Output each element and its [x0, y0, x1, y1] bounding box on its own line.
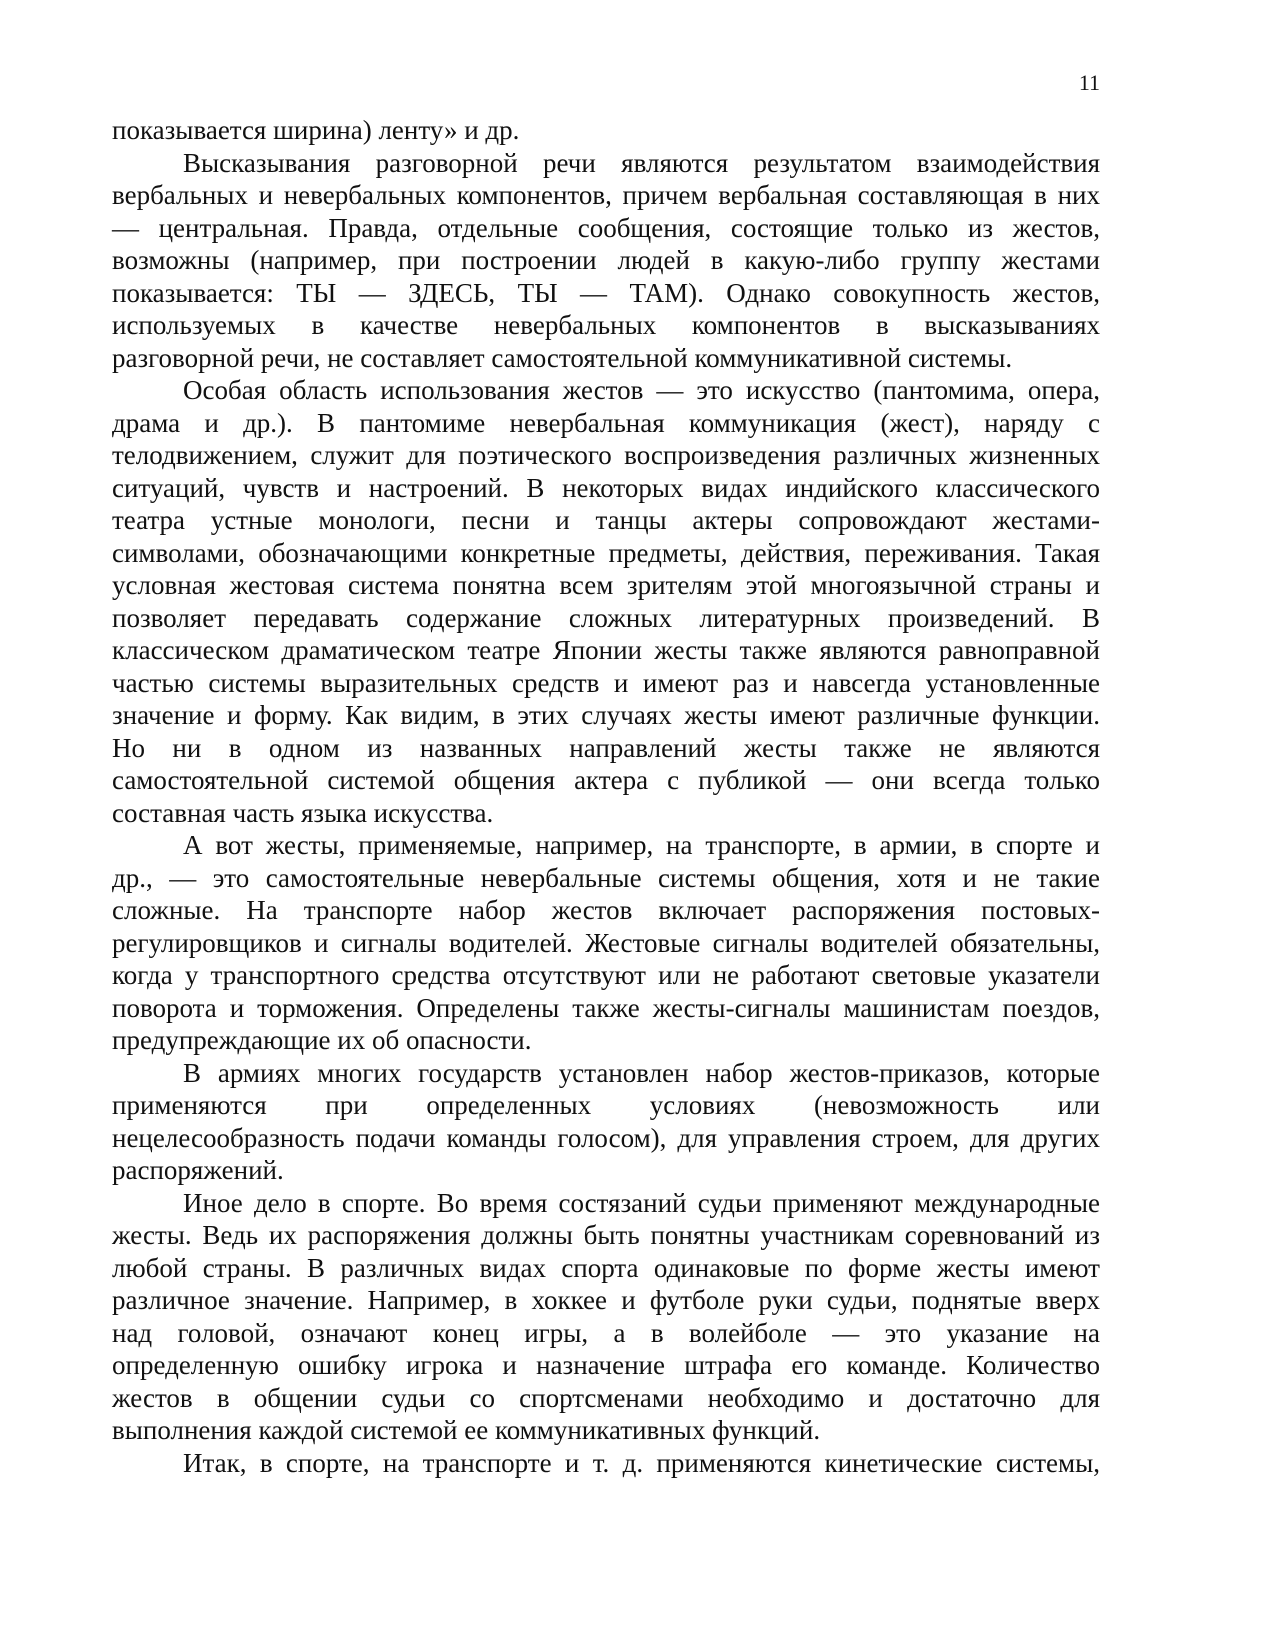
text-line: классическом драматическом театре Японии жесты также являются равноправной [112, 635, 1100, 665]
text-line: сложные. На транспорте набор жестов включает распоряжения постовых- [112, 895, 1100, 925]
text-line: Но ни в одном из названных направлений жесты также не являются [112, 732, 1100, 763]
text-line: нецелесообразность подачи команды голосом), для управления строем, для других [112, 1122, 1100, 1153]
text-line: когда у транспортного средства отсутствуют или не работают световые указатели [112, 960, 1100, 990]
text-line: условная жестовая система понятна всем зрителям этой многоязычной страны и [112, 570, 1100, 600]
text-line: используемых в качестве невербальных компонентов в высказываниях [112, 310, 1100, 340]
text-line: В армиях многих государств установлен набор жестов-приказов, которые [183, 1057, 1100, 1088]
text-line: определенную ошибку игрока и назначение штрафа его команде. Количество [112, 1350, 1100, 1380]
text-line: ситуаций, чувств и настроений. В некоторых видах индийского классического [112, 472, 1100, 503]
text-line: Особая область использования жестов — это искусство (пантомима, опера, [183, 375, 1100, 405]
text-line: частью системы выразительных средств и имеют раз и навсегда установленные [112, 667, 1100, 698]
text-line: регулировщиков и сигналы водителей. Жестовые сигналы водителей обязательны, [112, 927, 1100, 958]
paragraph [112, 1057, 1100, 1187]
text-line: показывается ширина) ленту» и др. [112, 115, 520, 145]
text-line: над головой, означают конец игры, а в волейболе — это указание на [112, 1317, 1100, 1348]
text-line: значение и форму. Как видим, в этих случаях жесты имеют различные функции. [112, 700, 1100, 730]
paragraph [112, 1187, 1100, 1447]
text-line: выполнения каждой системой ее коммуникативных функций. [112, 1415, 821, 1445]
paragraph [112, 1447, 1100, 1480]
text-line: жесты. Ведь их распоряжения должны быть понятны участникам соревнований из [112, 1220, 1100, 1250]
paragraph [112, 147, 1100, 375]
text-line: жестов в общении судьи со спортсменами необходимо и достаточно для [112, 1382, 1100, 1413]
text-line: различное значение. Например, в хоккее и футболе руки судьи, поднятые вверх [112, 1285, 1100, 1315]
text-line: Высказывания разговорной речи являются результатом взаимодействия [183, 147, 1100, 178]
text-line: символами, обозначающими конкретные предметы, действия, переживания. Такая [112, 537, 1100, 568]
text-line: самостоятельной системой общения актера с публикой — они всегда только [112, 765, 1100, 795]
text-line: предупреждающие их об опасности. [112, 1025, 532, 1055]
text-line: позволяет передавать содержание сложных литературных произведений. В [112, 602, 1100, 633]
paragraph [112, 374, 1100, 829]
text-line: А вот жесты, применяемые, например, на транспорте, в армии, в спорте и [183, 830, 1100, 860]
text-line: любой страны. В различных видах спорта одинаковые по форме жесты имеют [112, 1252, 1100, 1283]
text-line: — центральная. Правда, отдельные сообщения, состоящие только из жестов, [112, 212, 1100, 243]
page-number: 11 [1078, 70, 1100, 95]
text-line: драма и др.). В пантомиме невербальная коммуникация (жест), наряду с [112, 407, 1100, 438]
paragraph [112, 829, 1100, 1057]
text-line: разговорной речи, не составляет самостоятельной коммуникативной системы. [112, 342, 1013, 373]
paragraph [112, 114, 1100, 147]
document-body [112, 114, 1100, 1479]
text-line: распоряжений. [112, 1155, 284, 1185]
text-line: применяются при определенных условиях (невозможность или [112, 1090, 1100, 1120]
text-line: вербальных и невербальных компонентов, причем вербальная составляющая в них [112, 180, 1100, 210]
text-line: показывается: ТЫ — ЗДЕСЬ, ТЫ — ТАМ). Однако совокупность жестов, [112, 277, 1100, 308]
text-line: Итак, в спорте, на транспорте и т. д. применяются кинетические системы, [183, 1447, 1100, 1478]
text-line: др., — это самостоятельные невербальные системы общения, хотя и не такие [112, 862, 1100, 893]
text-line: театра устные монологи, песни и танцы актеры сопровождают жестами- [112, 505, 1100, 535]
text-line: составная часть языка искусства. [112, 797, 494, 828]
text-line: поворота и торможения. Определены также жесты-сигналы машинистам поездов, [112, 992, 1100, 1023]
text-line: Иное дело в спорте. Во время состязаний судьи применяют международные [183, 1187, 1100, 1218]
text-line: телодвижением, служит для поэтического воспроизведения различных жизненных [112, 440, 1100, 470]
text-line: возможны (например, при построении людей в какую-либо группу жестами [112, 245, 1100, 275]
